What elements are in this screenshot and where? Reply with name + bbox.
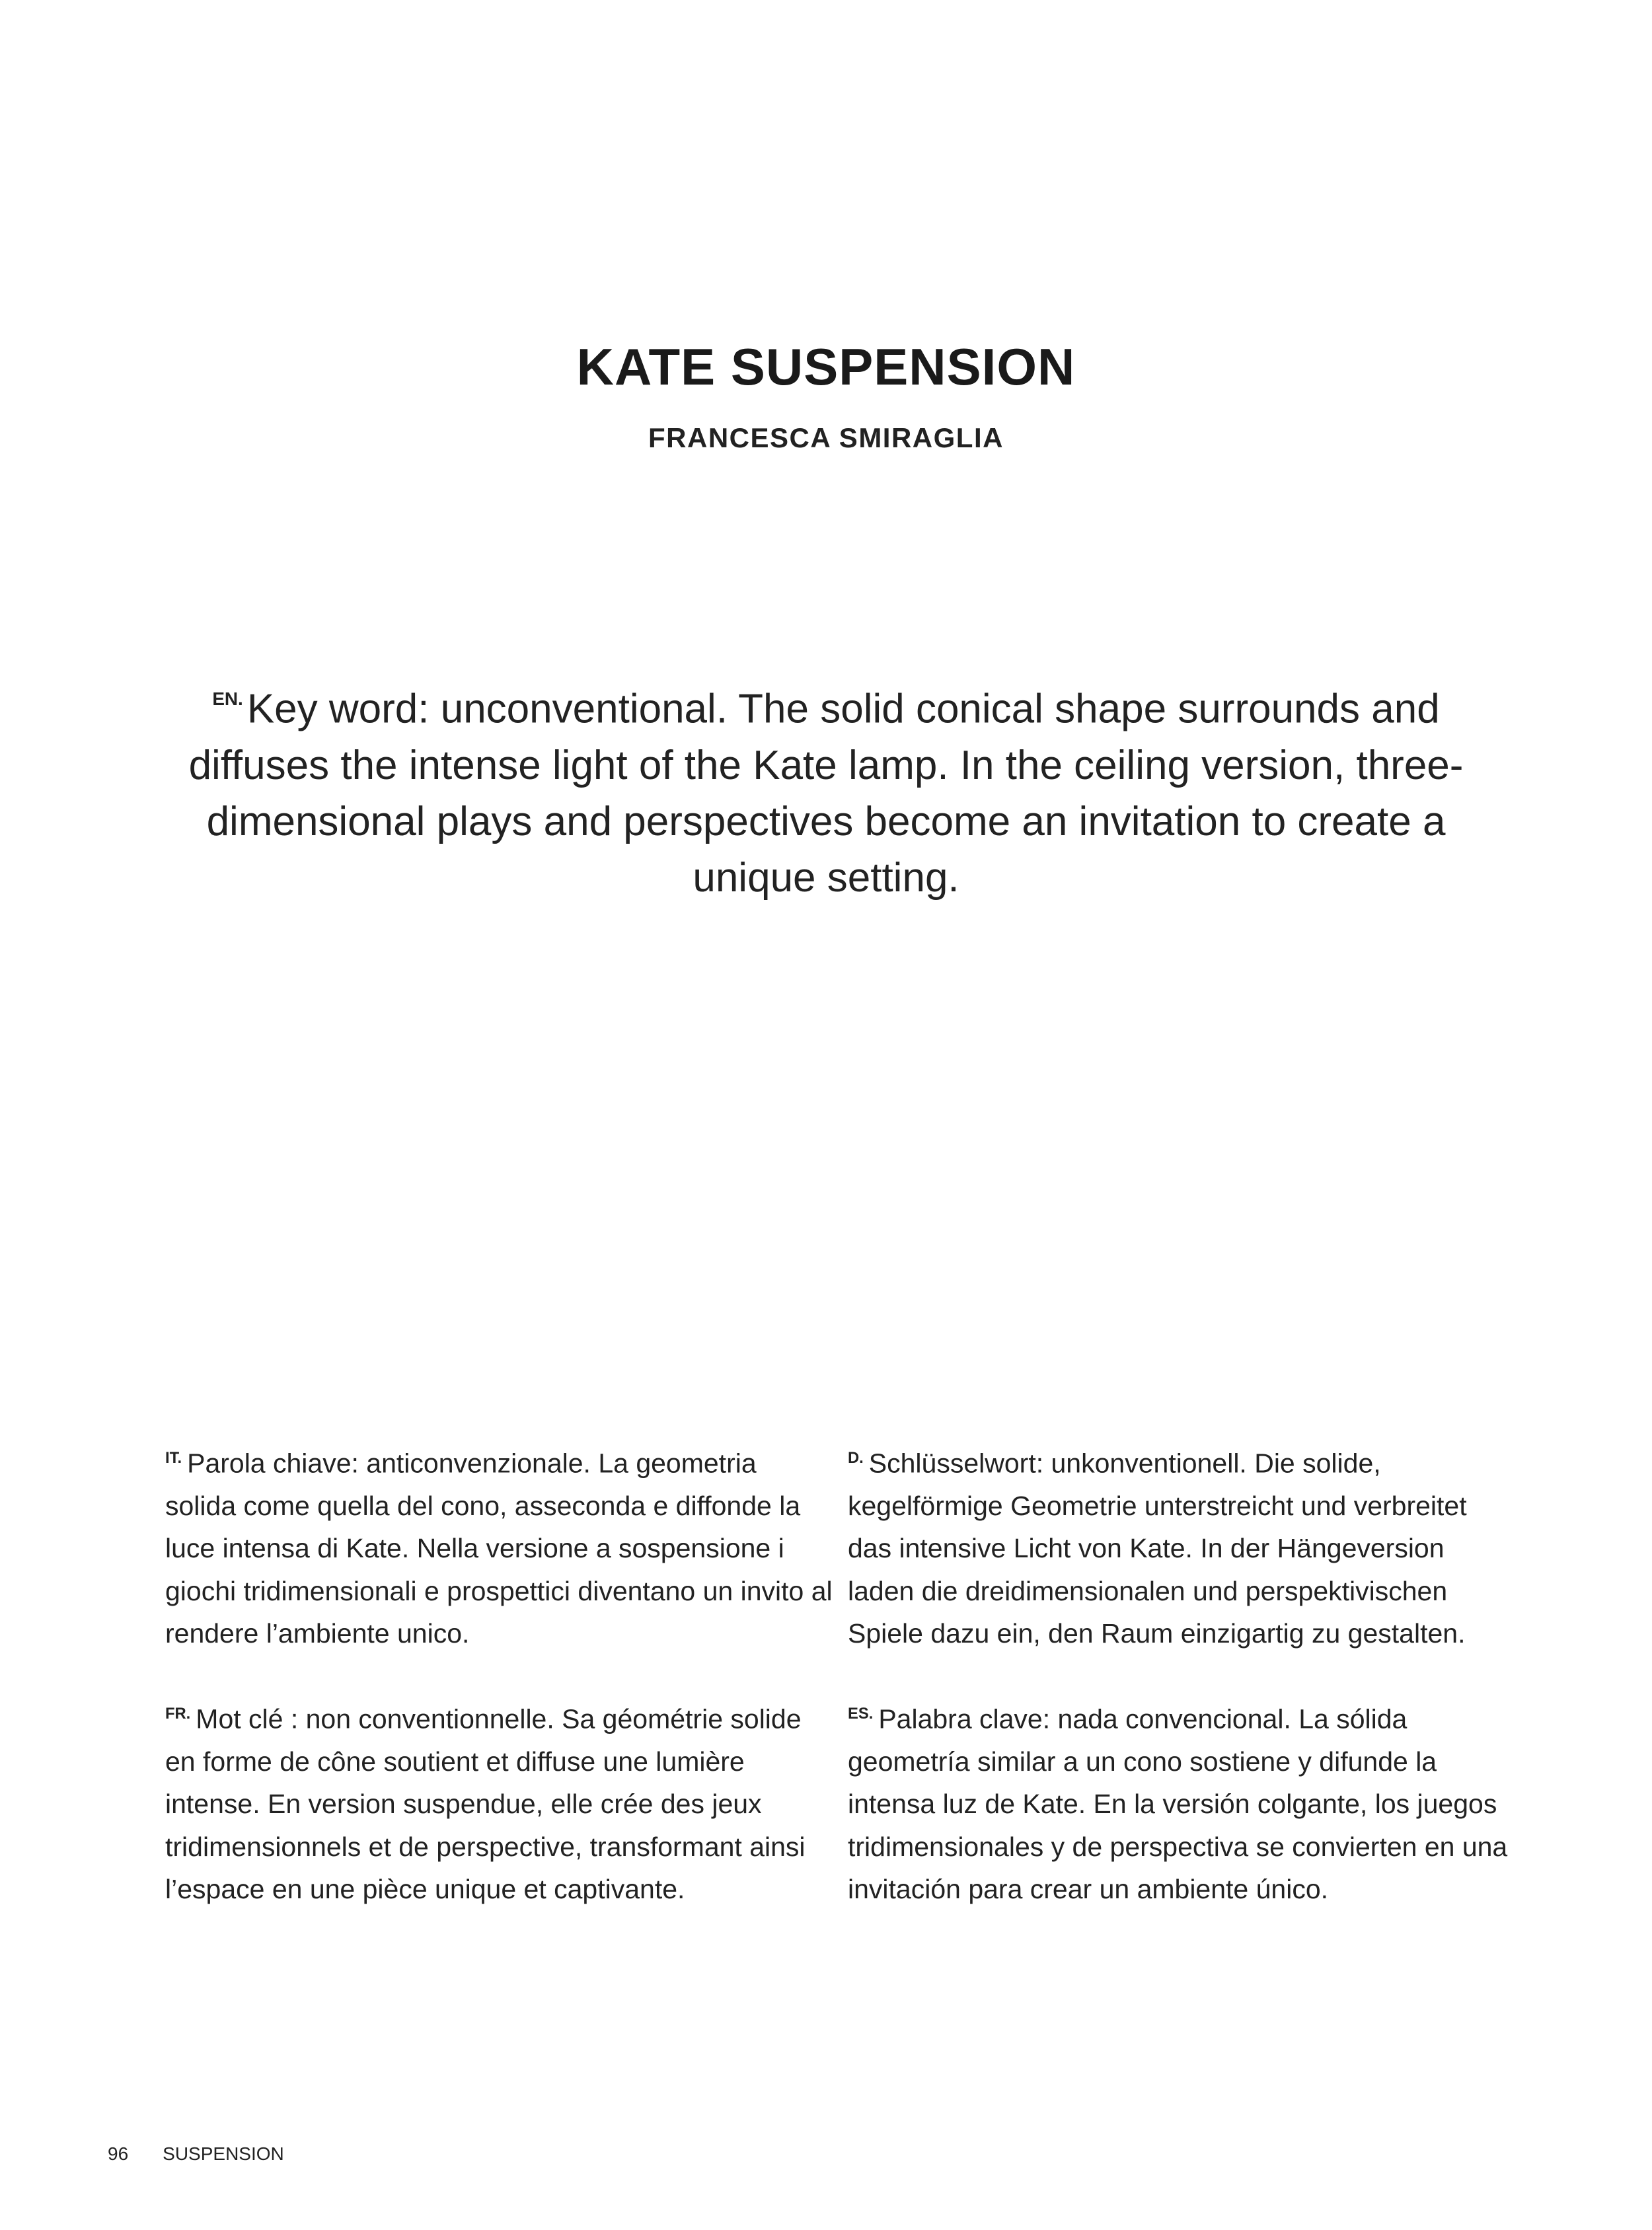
page-title: KATE SUSPENSION (576, 338, 1076, 396)
lang-tag-de: D. (848, 1449, 864, 1467)
lead-text: Key word: unconventional. The solid conical shape surrounds and diffuses the intense light of the Kate lamp. In the ceiling version, three-dimensional plays and perspectives become an invitation to create a unique setting. (188, 686, 1464, 901)
description-it-text: Parola chiave: anticonvenzionale. La geometria solida come quella del cono, asseconda e diffonde la luce intensa di Kate. Nella versione a sospensione i giochi tridimensionali e prospettici diventano un invito al rendere l’ambiente unico. (165, 1448, 833, 1649)
page-footer (108, 2141, 284, 2167)
lead-paragraph-en (149, 671, 1503, 906)
page-number: 96 (108, 2143, 129, 2164)
title-block (0, 334, 1652, 458)
lang-tag-it: IT. (165, 1449, 182, 1467)
lang-tag-es: ES. (848, 1705, 874, 1723)
description-fr-text: Mot clé : non conventionnelle. Sa géométrie solide en forme de cône soutient et diffuse une lumière intense. En version suspendue, elle crée des jeux tridimensionnels et de perspective, transformant ainsi l’espace en une pièce unique et captivante. (165, 1703, 806, 1905)
description-de (848, 1437, 1515, 1655)
description-fr (165, 1693, 833, 1911)
description-it (165, 1437, 833, 1655)
section-name: SUSPENSION (163, 2143, 284, 2164)
lang-tag-fr: FR. (165, 1705, 191, 1723)
description-es (848, 1693, 1515, 1911)
description-de-text: Schlüsselwort: unkonventionell. Die solide, kegelförmige Geometrie unterstreicht und verbreitet das intensive Licht von Kate. In der Hängeversion laden die dreidimensionalen und perspektivischen Spiele dazu ein, den Raum einzigartig zu gestalten. (848, 1448, 1467, 1649)
description-es-text: Palabra clave: nada convencional. La sólida geometría similar a un cono sostiene y difunde la intensa luz de Kate. En la versión colgante, los juegos tridimensionales y de perspectiva se convierten en una invitación para crear un ambiente único. (848, 1703, 1508, 1905)
lang-tag-en: EN. (212, 688, 243, 709)
designer-name: FRANCESCA SMIRAGLIA (648, 422, 1004, 453)
